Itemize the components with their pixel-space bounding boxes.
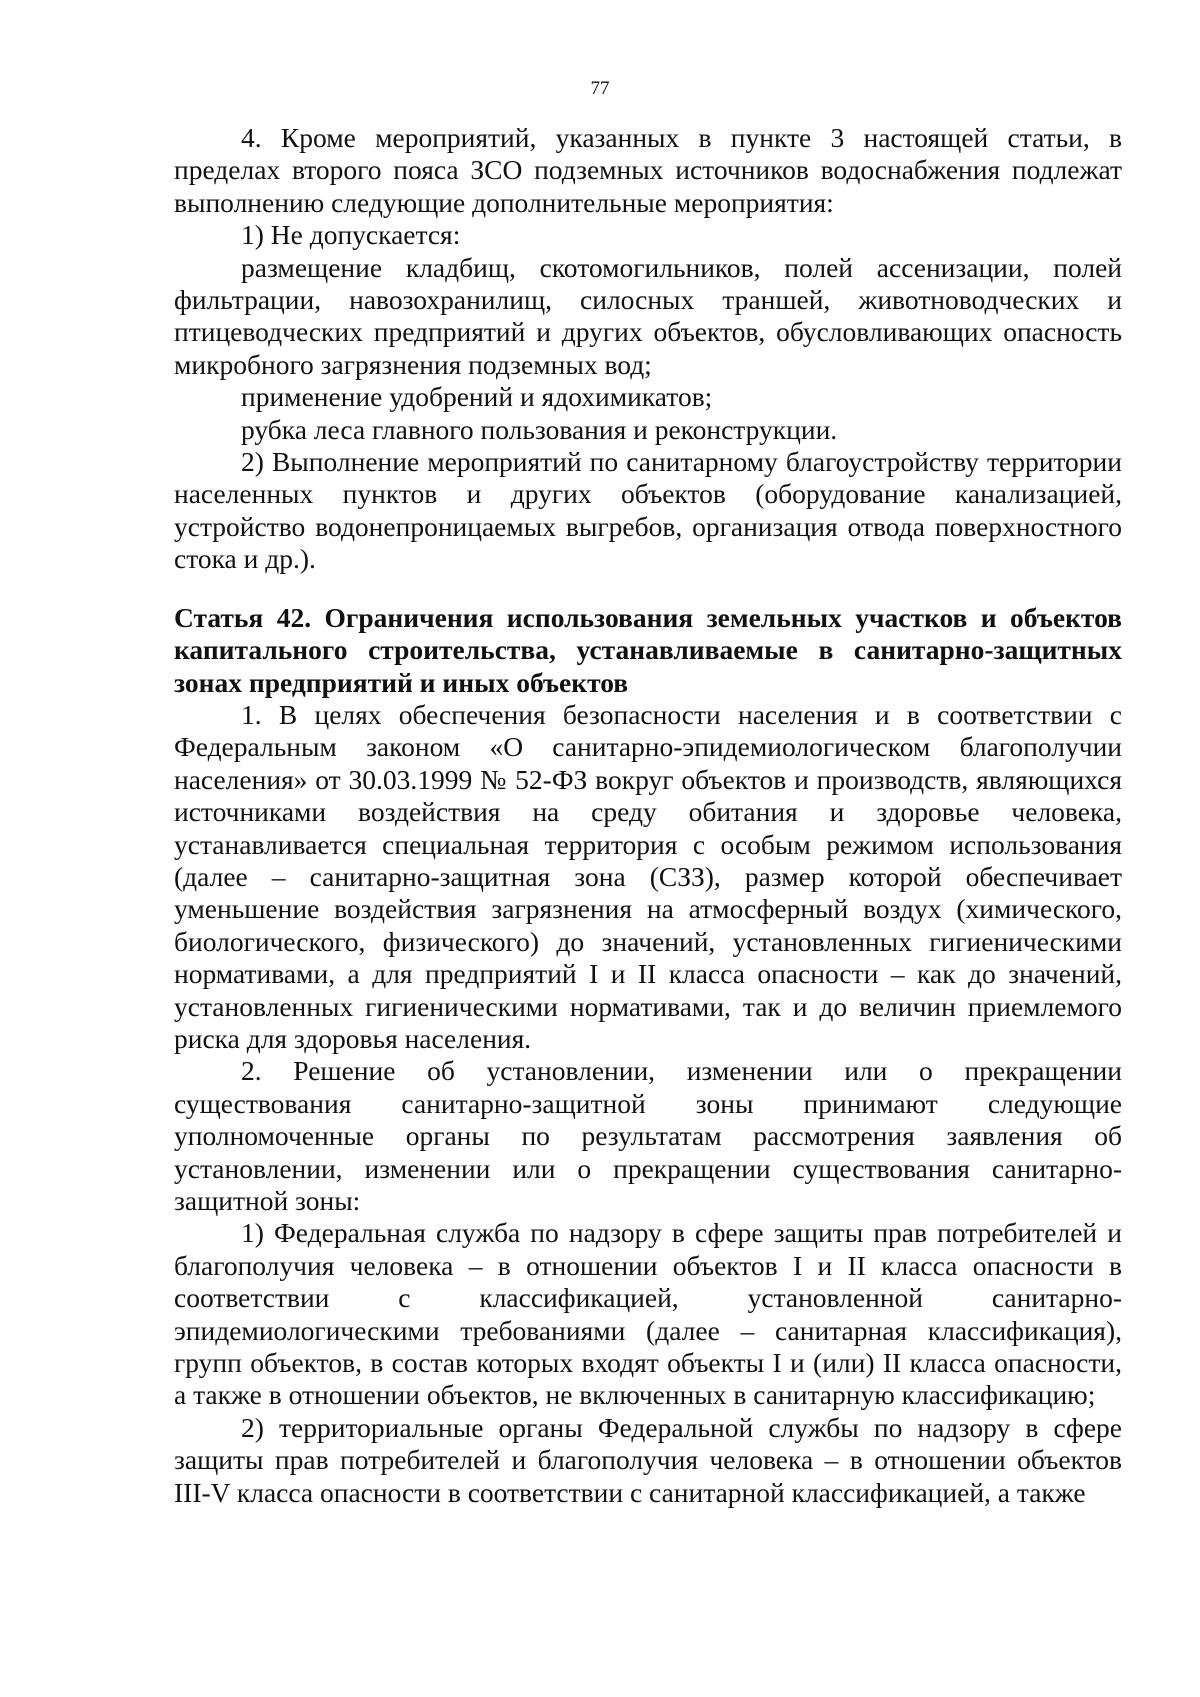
paragraph-szz-definition: 1. В целях обеспечения безопасности населения и в соответствии с Федеральным законом «О санитарно-эпидемиологическом благополучии населения» от 30.03.1999 № 52-ФЗ вокруг объектов и производств, являющихся источниками воздействия на среду обитания и здоровье человека, устанавливается специальная территория с особым режимом использования (далее – санитарно-защитная зона (СЗЗ), размер которой обеспечивает уменьшение воздействия загрязнения на атмосферный воздух (химического, биологического, физического) до значений, установленных гигиеническими нормативами, а для предприятий I и II класса опасности – как до значений, установленных гигиеническими нормативами, так и до величин приемлемого риска для здоровья населения. xyxy=(174,698,1122,1054)
page-number: 77 xyxy=(590,78,610,99)
paragraph-fertilizers: применение удобрений и ядохимикатов; xyxy=(241,381,713,413)
paragraph-logging: рубка леса главного пользования и реконструкции. xyxy=(241,413,838,445)
paragraph-szz-decision: 2. Решение об установлении, изменении или о прекращении существования санитарно-защитной зоны принимают следующие уполномоченные органы по результатам рассмотрения заявления об установлении, изменении или о прекращении существования санитарно-защитной зоны: xyxy=(174,1055,1122,1216)
paragraph-not-allowed: 1) Не допускается: xyxy=(241,219,461,251)
page-content xyxy=(174,122,1122,1509)
section-gap xyxy=(174,576,1122,602)
paragraph-territorial-bodies: 2) территориальные органы Федеральной службы по надзору в сфере защиты прав потребителей и благополучия человека – в отношении объектов III-V класса опасности в соответствии с санитарной классификацией, а также xyxy=(174,1411,1122,1508)
paragraph-placement-cemeteries: размещение кладбищ, скотомогильников, полей ассенизации, полей фильтрации, навозохранилищ, силосных траншей, животноводческих и птицеводческих предприятий и других объектов, обусловливающих опасность микробного загрязнения подземных вод; xyxy=(174,251,1122,380)
paragraph-4-second-belt: 4. Кроме мероприятий, указанных в пункте 3 настоящей статьи, в пределах второго пояса ЗСО подземных источников водоснабжения подлежат выполнению следующие дополнительные мероприятия: xyxy=(174,122,1122,218)
paragraph-federal-service: 1) Федеральная служба по надзору в сфере защиты прав потребителей и благополучия человека – в отношении объектов I и II класса опасности в соответствии с классификацией, установленной санитарно-эпидемиологическими требованиями (далее – санитарная классификация), групп объектов, в состав которых входят объекты I и (или) II класса опасности, а также в отношении объектов, не включенных в санитарную классификацию; xyxy=(174,1217,1122,1411)
paragraph-sanitary-improvement: 2) Выполнение мероприятий по санитарному благоустройству территории населенных пунктов и других объектов (оборудование канализацией, устройство водонепроницаемых выгребов, организация отвода поверхностного стока и др.). xyxy=(174,446,1122,575)
article-heading: Статья 42. Ограничения использования земельных участков и объектов капитального строительства, устанавливаемые в санитарно-защитных зонах предприятий и иных объектов xyxy=(174,601,1122,698)
